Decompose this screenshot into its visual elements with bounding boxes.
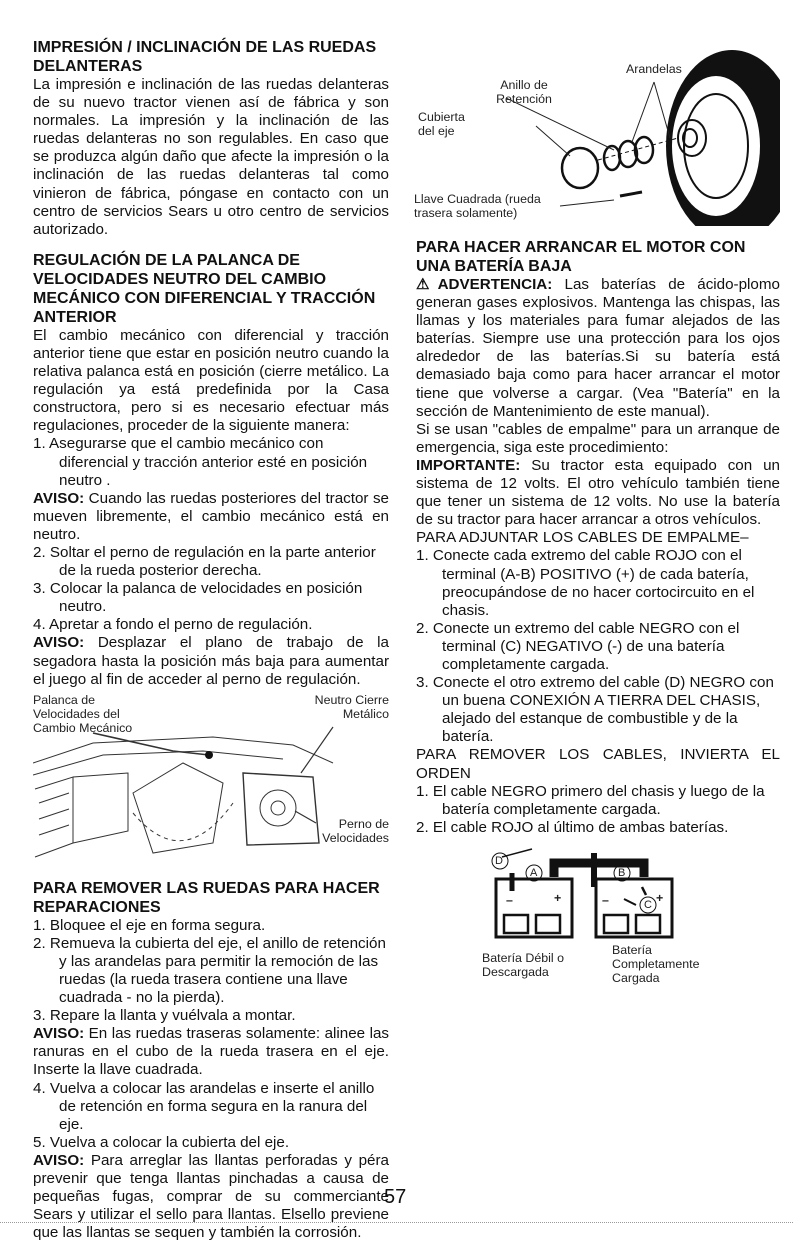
remove-step-3: 3. Repare la llanta y vuélvala a montar. — [33, 1007, 296, 1025]
bottom-divider — [0, 1222, 793, 1223]
full-battery-label: Batería Completamente Cargada — [612, 942, 700, 985]
cables-paragraph: Si se usan "cables de empalme" para un arranque de emergencia, siga este procedimiento: — [416, 420, 780, 456]
remove-heading: PARA REMOVER LOS CABLES, INVIERTA EL ORDEN — [416, 746, 780, 782]
important-paragraph: IMPORTANTE: Su tractor esta equipado con un sistema de 12 volts. El otro vehículo también tiene que tener un sistema de 12 volts. No use la batería de su tractor para hacer arrancar a otros vehículos. — [416, 456, 780, 529]
note-2: AVISO: Desplazar el plano de trabajo de la segadora hasta la posición más baja para aumentar el juego al fin de acceder al perno de regulación. — [33, 634, 389, 688]
remove-step-2: 2. Remueva la cubierta del eje, el anillo de retención y las arandelas para permitir la remoción de las ruedas (la rueda trasera contiene una llave cuadrada - no la pierda). — [33, 934, 386, 1007]
remove-step-4: 4. Vuelva a colocar las arandelas e inserte el anillo de retención en forma segura en la ranura del eje. — [33, 1079, 375, 1133]
remove-cable-step-2: 2. El cable ROJO al último de ambas baterías. — [416, 818, 729, 836]
attach-heading: PARA ADJUNTAR LOS CABLES DE EMPALME– — [416, 529, 749, 547]
paragraph-neutral: El cambio mecánico con diferencial y tracción anterior tiene que estar en posición neutro cuando la relativa palanca está en posición (cierre metálico. La regulación ya está predefinida por la Casa constructora, pero si es necesario efectuar más regulaciones, proceder de la siguiente manera: — [33, 326, 389, 435]
transaxle-figure — [33, 693, 389, 869]
note-3: AVISO: En las ruedas traseras solamente: alinee las ranuras en el cubo de la rueda trasera en el eje. Inserte la llave cuadrada. — [33, 1025, 389, 1079]
step-1: 1. Asegurarse que el cambio mecánico con diferencial y tracción anterior esté en posición neutro . — [33, 435, 368, 489]
left-column — [33, 38, 389, 1242]
washers-label: Arandelas — [626, 62, 682, 76]
attach-step-1: 1. Conecte cada extremo del cable ROJO con el terminal (A-B) POSITIVO (+) de cada batería, preocupándose de no hacer cortocircuito en el chasis. — [416, 547, 755, 619]
step-2: 2. Soltar el perno de regulación en la parte anterior de la rueda posterior derecha. — [33, 543, 376, 580]
right-column — [416, 38, 780, 997]
terminal-a-label: A — [530, 866, 538, 879]
warning-paragraph: ⚠ADVERTENCIA: Las baterías de ácido-plomo generan gases explosivos. Mantenga las chispas, las llamas y los materiales para fumar alejados de las baterías. Siempre use una protección para los ojos alrededor de las baterías.Si su batería está demasiado baja como para hacer arrancar el motor tiene que volverse a cargar. (Vea "Batería" en la sección de Mantenimiento de este manual). — [416, 276, 780, 420]
bolt-label: Perno de Velocidades — [322, 816, 389, 845]
warning-icon: ⚠ — [416, 276, 438, 293]
cover-label: Cubierta del eje — [418, 110, 465, 138]
heading-neutral-adjust: REGULACIÓN DE LA PALANCA DE VELOCIDADES NEUTRO DEL CAMBIO MECÁNICO CON DIFERENCIAL Y TRACCIÓN ANTERIOR — [33, 251, 376, 326]
key-label: Llave Cuadrada (rueda trasera solamente) — [414, 192, 541, 220]
minus-sign-weak: – — [506, 892, 513, 907]
lock-label: Neutro Cierre Metálico — [314, 692, 389, 721]
remove-step-1: 1. Bloquee el eje en forma segura. — [33, 916, 266, 934]
attach-step-2: 2. Conecte un extremo del cable NEGRO con el terminal (C) NEGATIVO (-) de una batería completamente cargada. — [416, 619, 740, 673]
attach-step-3: 3. Conecte el otro extremo del cable (D) NEGRO con un buena CONEXIÓN A TIERRA DEL CHASIS, alejado del estanque de combustible y de la batería. — [416, 674, 774, 746]
step-4: 4. Apretar a fondo el perno de regulación. — [33, 616, 313, 634]
remove-step-5: 5. Vuelva a colocar la cubierta del eje. — [33, 1133, 290, 1151]
step-3: 3. Colocar la palanca de velocidades en posición neutro. — [33, 580, 363, 616]
plus-sign-full: + — [656, 890, 664, 905]
plus-sign-weak: + — [554, 890, 562, 905]
heading-remove-wheels: PARA REMOVER LAS RUEDAS PARA HACER REPARACIONES — [33, 879, 380, 916]
heading-caster-camber: IMPRESIÓN / INCLINACIÓN DE LAS RUEDAS DELANTERAS — [33, 39, 377, 75]
paragraph-caster: La impresión e inclinación de las ruedas delanteras de su nuevo tractor vienen así de fábrica y son normales. La impresión y la inclinación de las ruedas delanteras no son regulables. En caso que se produzca algún daño que afecte la impresión o la inclinación de las ruedas delanteras tal como vinieron de fábrica, póngase en contacto con un centro de servicios Sears u otro centro de servicios autorizado. — [33, 76, 389, 238]
heading-jump-start: PARA HACER ARRANCAR EL MOTOR CON UNA BATERÍA BAJA — [416, 239, 746, 275]
minus-sign-full: – — [602, 892, 609, 907]
battery-figure — [416, 847, 780, 997]
note-4: AVISO: Para arreglar las llantas perforadas y péra prevenir que tenga llantas pinchadas a causa de pequeñas fugas, comprar de su commerciante Sears y utilizar el sello para llantas. Elsello previene que las llantas se sequen y también la corrosión. — [33, 1151, 389, 1242]
transaxle-drawing — [33, 693, 389, 869]
terminal-c-label: C — [644, 898, 652, 911]
wheel-figure — [416, 38, 780, 226]
terminal-b-label: B — [618, 866, 626, 879]
page-number: 57 — [384, 1186, 407, 1208]
remove-cable-step-1: 1. El cable NEGRO primero del chasis y luego de la batería completamente cargada. — [416, 782, 765, 818]
lever-label: Palanca de Velocidades del Cambio Mecánico — [33, 692, 133, 735]
weak-battery-label: Batería Débil o Descargada — [482, 950, 564, 979]
ring-label: Anillo de Retención — [496, 78, 552, 106]
battery-drawing — [416, 847, 780, 997]
note-1: AVISO: Cuando las ruedas posteriores del tractor se mueven libremente, el cambio mecánico está en neutro. — [33, 489, 389, 543]
terminal-d-label: D — [495, 854, 503, 867]
